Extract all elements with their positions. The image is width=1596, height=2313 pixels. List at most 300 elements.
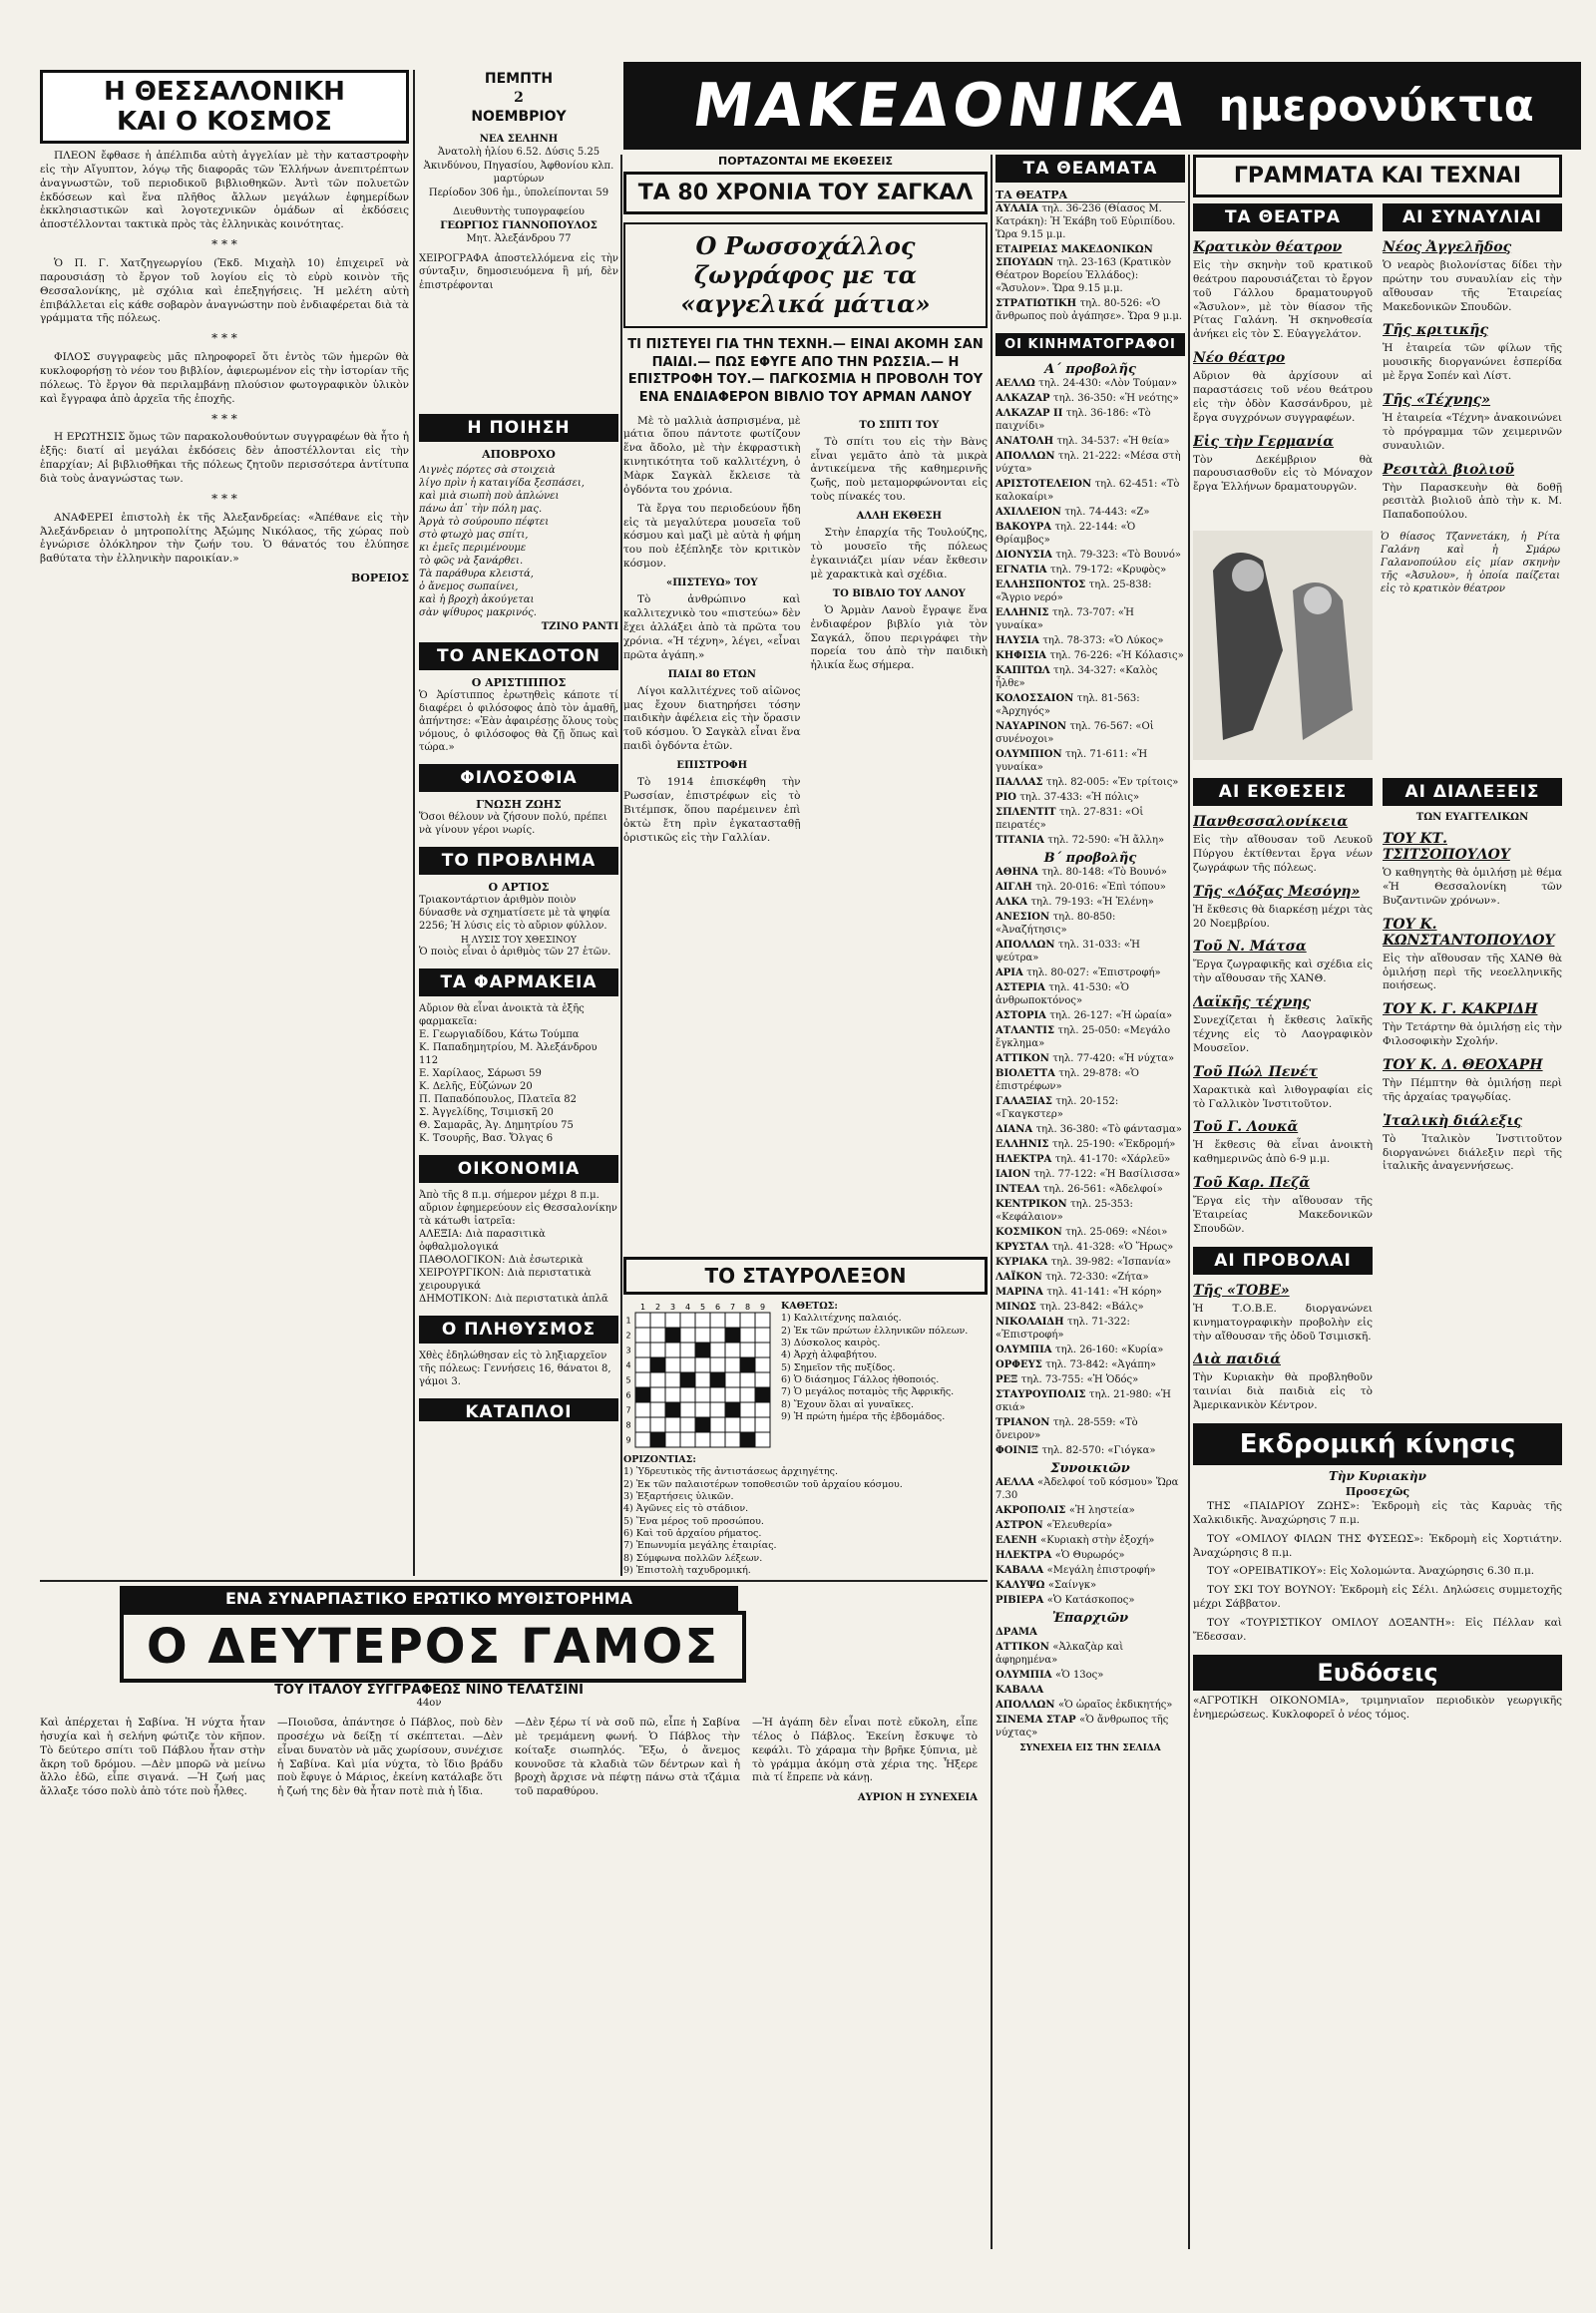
arts-new-theatre-sub: Νέο θέατρο — [1193, 350, 1286, 367]
cinema-listing-text: τηλ. 76-567: «Οἱ συνένοχοι» — [996, 721, 1154, 745]
philosophy-text: Ὅσοι θέλουν νὰ ζήσουν πολύ, πρέπει νὰ γίνουν γέροι νωρίς. — [419, 812, 607, 836]
philosophy-title: ΓΝΩΣΗ ΖΩΗΣ — [476, 798, 562, 811]
cinema-listing-name: ΟΡΦΕΥΣ — [996, 1359, 1046, 1370]
crossword-cell[interactable] — [710, 1417, 725, 1432]
article-subhead: ΑΛΛΗ ΕΚΘΕΣΗ — [856, 511, 942, 523]
column-rule — [1188, 155, 1190, 2249]
crossword-cell[interactable] — [650, 1328, 665, 1343]
anecdote-heading: ΤΟ ΑΝΕΚΔΟΤΟΝ — [419, 642, 618, 670]
cinema-listing — [996, 521, 1185, 547]
crossword-cell[interactable] — [725, 1313, 740, 1328]
crossword-row-number: 8 — [625, 1420, 631, 1430]
cinema-listing — [996, 549, 1185, 562]
crossword-cell[interactable] — [635, 1343, 650, 1357]
crossword-cell[interactable] — [740, 1328, 755, 1343]
crossword-black-cell — [725, 1402, 740, 1417]
cinema-listing-name: ΑΤΤΙΚΟΝ — [996, 1053, 1053, 1064]
cinema-listing-name: ΚΥΡΙΑΚΑ — [996, 1257, 1051, 1268]
economy-line: ΧΕΙΡΟΥΡΓΙΚΟΝ: Διὰ περιστατικὰ χειρουργικά — [419, 1268, 592, 1292]
anecdote-text: Ὁ Ἀρίστιππος ἐρωτηθεὶς κάποτε τί διαφέρει ὁ φιλόσοφος ἀπὸ τὸν ἀμαθῆ, ἀπήντησε: «Ἐὰν ἀφαιρέσῃς ὅλους τοὺς νόμους, ὁ φιλόσοφος θὰ ζῇ ὅπως καὶ τώρα.» — [419, 690, 618, 753]
cinema-listing — [996, 806, 1185, 832]
first-run-list — [996, 377, 1185, 847]
crossword-cell[interactable] — [650, 1372, 665, 1387]
cinema-listing — [996, 1504, 1185, 1517]
cinema-listing — [996, 834, 1185, 847]
crossword-cell[interactable] — [710, 1357, 725, 1372]
crossword-cell[interactable] — [680, 1328, 695, 1343]
crossword-cell[interactable] — [665, 1372, 680, 1387]
cinema-listing-text: τηλ. 71-611: «Ἡ γυναίκα» — [996, 749, 1148, 773]
lecture-text: Ὁ καθηγητὴς θὰ ὁμιλήσῃ μὲ θέμα «Ἡ Θεσσαλονίκη τῶν Βυζαντινῶν χρόνων». — [1383, 867, 1562, 907]
cinema-listing — [996, 407, 1185, 433]
cinema-listing-name: ΗΛΕΚΤΡΑ — [996, 1154, 1055, 1165]
italian-text: Τὸ Ἰταλικὸν Ἰνστιτοῦτον διοργανώνει διάλεξιν περὶ τῆς ἰταλικῆς ἀναγεννήσεως. — [1383, 1132, 1562, 1173]
cinema-listing — [996, 435, 1185, 448]
crossword-col-number: 1 — [639, 1303, 646, 1312]
cinema-listing — [996, 1594, 1185, 1607]
column-rule — [620, 155, 622, 1576]
cinema-listing-name: ΓΑΛΑΞΙΑΣ — [996, 1096, 1056, 1107]
serial-episode: 44ον — [416, 1698, 442, 1709]
crossword-cell[interactable] — [635, 1313, 650, 1328]
article-paragraph: Τὸ σπίτι του εἰς τὴν Βὰνς εἶναι γεμᾶτο ἀπὸ τὰ μικρὰ ἀντικείμενα τῆς καθημερινῆς ζωῆς, ποὺ μεταμορφώνονται εἰς τοὺς πίνακές του. — [810, 435, 988, 504]
article-paragraph: Τὸ ἀνθρώπινο καὶ καλλιτεχνικὸ του «πιστεύω» δὲν ἔχει ἀλλάξει ἀπὸ τὰ πρῶτα του χρόνια. «Ἡ τέχνη», λέγει, «εἶναι πρῶτα ἀγάπη.» — [623, 593, 801, 661]
crossword-cell[interactable] — [740, 1387, 755, 1402]
cinema-listing — [996, 881, 1185, 894]
crossword-cell[interactable] — [680, 1387, 695, 1402]
cinema-listing — [996, 1316, 1185, 1342]
cinema-listing-name: ΚΑΠΙΤΩΛ — [996, 665, 1054, 676]
cinema-listing — [996, 392, 1185, 405]
cinema-listing-text: τηλ. 82-570: «Γιόγκα» — [1041, 1445, 1156, 1456]
poem-line: στὸ φτωχὸ μας σπίτι, — [419, 530, 529, 541]
cinema-listing-text: τηλ. 80-148: «Τὸ Βουνό» — [1041, 867, 1167, 878]
crossword — [623, 1257, 988, 1576]
cinema-listing — [996, 1241, 1185, 1254]
cinema-listing-text: τηλ. 73-842: «Ἀγάπη» — [1045, 1359, 1156, 1370]
date-num: 2 — [514, 89, 524, 106]
pharmacy-item: Κ. Τσουρῆς, Βασ. Ὄλγας 6 — [419, 1133, 554, 1144]
article-subhead: ΠΑΙΔΙ 80 ΕΤΩΝ — [667, 668, 756, 680]
screening-title: Τῆς «ΤΟΒΕ» — [1193, 1282, 1290, 1299]
cinema-listing — [996, 1549, 1185, 1562]
crossword-cell[interactable] — [665, 1432, 680, 1447]
problem-answer-label: Η ΛΥΣΙΣ ΤΟΥ ΧΘΕΣΙΝΟΥ — [461, 936, 577, 946]
cinema-listing-text: «Μεγάλη ἐπιστροφή» — [1046, 1565, 1156, 1576]
theatres-list — [996, 202, 1185, 323]
theatre-listing-text: τηλ. 23-163 (Κρατικὸν Θέατρον Βορείου Ἑλλάδος): «Ἄσυλον». Ὥρα 9.15 μ.μ. — [996, 257, 1172, 294]
crossword-col-number: 5 — [699, 1303, 706, 1312]
exhibition-title: Πανθεσσαλονίκεια — [1193, 814, 1349, 831]
crossword-col-number: 2 — [654, 1303, 661, 1312]
cinema-listing-name: ΔΙΟΝΥΣΙΑ — [996, 550, 1056, 561]
article-pre-heading: ΠΟΡΤΑΖΟΝΤΑΙ ΜΕ ΕΚΘΕΣΕΙΣ — [718, 155, 893, 168]
crossword-cell[interactable] — [710, 1387, 725, 1402]
crossword-cell[interactable] — [695, 1387, 710, 1402]
theatre-listing-text: τηλ. 36-236 (Θίασος Μ. Κατράκη): Ἡ Ἑκάβη τοῦ Εὐριπίδου. Ὥρα 9.15 μ.μ. — [996, 203, 1176, 240]
crossword-grid[interactable] — [623, 1301, 773, 1450]
cinema-listing-text: τηλ. 41-170: «Χάρλεϋ» — [1054, 1154, 1171, 1165]
cinema-listing — [996, 692, 1185, 718]
left-paragraph-2: Ὁ Π. Γ. Χατζηγεωργίου (Ἐκδ. Μιχαὴλ 10) ἐπιχειρεῖ νὰ παρουσιάσῃ τὸ ἔργον τοῦ λογίου εἰς τὸ εὐρὺ κοινὸν τῆς Θεσσαλονίκης, μὲ σχόλια καὶ ἐπεξηγήσεις. Ἡ μελέτη αὐτὴ ἐπιβάλλεται εἰς κάθε σοβαρὸν ἀναγνώστην ποὺ ἐνδιαφέρεται διὰ τὰ γράμματα τῆς πόλεως. — [40, 256, 409, 325]
crossword-clue: 8) Ἔχουν ὅλαι αἱ γυναῖκες. — [781, 1398, 915, 1410]
cinema-listing-name: ΚΗΦΙΣΙΑ — [996, 650, 1050, 661]
cinema-listing — [996, 966, 1185, 979]
cinema-listing — [996, 1579, 1185, 1592]
arts-germany-sub: Εἰς τὴν Γερμανία — [1193, 433, 1335, 450]
crossword-cell[interactable] — [695, 1357, 710, 1372]
meeting-text: Ἡ ἑταιρεία «Τέχνη» ἀνακοινώνει τὸ πρόγραμμα τῶν χειμερινῶν συναυλιῶν. — [1383, 412, 1562, 452]
cinema-listing-text: τηλ. 25-353: «Κεφάλαιον» — [996, 1199, 1133, 1223]
cinema-listing-text: «Ὁ 13ος» — [1055, 1670, 1104, 1681]
serial-col-1: Καὶ ἀπέρχεται ἡ Σαβίνα. Ἡ νύχτα ἦταν ἡσυχία καὶ ἡ σελήνη φώτιζε τὸν κῆπον. Τὸ δεύτερο σπίτι τοῦ Πάβλου ἦταν στὴν ἄκρη τοῦ δρόμου. —Δὲν μπορῶ νὰ μείνω ἄλλο ἐδῶ, εἶπε σιγανά. —Ἡ ζωή μας ἄλλαξε τόσο πολὺ ἀπὸ τότε ποὺ ἦλθες. — [40, 1717, 265, 1798]
crossword-clue: 1) Ὑδρευτικὸς τῆς ἀντιστάσεως ἀρχιηγέτης. — [623, 1466, 838, 1478]
cinema-listing-name: ΑΤΛΑΝΤΙΣ — [996, 1025, 1058, 1036]
cinema-listing-text: «Ὁ ὡραῖος ἐκδικητής» — [1057, 1700, 1173, 1711]
director-label: Διευθυντὴς τυπογραφείου — [453, 206, 585, 218]
poem-line: ὁ ἄνεμος σωπαίνει, — [419, 581, 519, 592]
cinema-listing — [996, 664, 1185, 690]
crossword-cell[interactable] — [755, 1357, 770, 1372]
crossword-cell[interactable] — [650, 1343, 665, 1357]
director-address: Μητ. Ἀλεξάνδρου 77 — [466, 233, 572, 245]
serial-continued: ΑΥΡΙΟΝ Η ΣΥΝΕΧΕΙΑ — [857, 1792, 978, 1804]
cinema-listing-name: ΣΤΑΥΡΟΥΠΟΛΙΣ — [996, 1389, 1089, 1400]
pharmacy-item: Ε. Γεωργιαδίδου, Κάτω Τούμπα — [419, 1029, 580, 1040]
crossword-clue: 7) Ἐπωνυμία μεγάλης ἑταιρίας. — [623, 1540, 777, 1552]
cinema-listing-text: τηλ. 22-144: «Ὁ Θρίαμβος» — [996, 522, 1136, 546]
crossword-black-cell — [665, 1402, 680, 1417]
crossword-cell[interactable] — [650, 1387, 665, 1402]
cinema-listing-name: ΠΑΛΛΑΣ — [996, 777, 1047, 788]
crossword-cell[interactable] — [650, 1313, 665, 1328]
cinema-listing-name: ΡΕΞ — [996, 1374, 1021, 1385]
crossword-row-number: 7 — [625, 1405, 631, 1415]
exhibition-title: Τοῦ Καρ. Πεζᾶ — [1193, 1175, 1311, 1192]
economy-lines — [419, 1228, 618, 1306]
crossword-cell[interactable] — [665, 1313, 680, 1328]
cinema-listing-name: ΦΟΙΝΙΞ — [996, 1445, 1042, 1456]
cinema-listing-name: ΡΙΒΙΕΡΑ — [996, 1595, 1047, 1606]
theatre-listing-name: ΕΤΑΙΡΕΙΑΣ ΜΑΚΕΔΟΝΙΚΩΝ ΣΠΟΥΔΩΝ — [996, 244, 1153, 268]
crossword-cell[interactable] — [680, 1357, 695, 1372]
pharmacies-intro: Αὔριον θὰ εἶναι ἀνοικτὰ τὰ ἑξῆς φαρμακεῖα: — [419, 1003, 585, 1027]
theatre-listing-name: ΑΥΛΑΙΑ — [996, 203, 1042, 214]
crossword-cell[interactable] — [755, 1432, 770, 1447]
crossword-cell[interactable] — [740, 1402, 755, 1417]
theatres-label: ΤΑ ΘΕΑΤΡΑ — [996, 189, 1185, 202]
poem-line: σὰν ψίθυρος μακρινός. — [419, 607, 537, 618]
second-run-list — [996, 866, 1185, 1457]
theatre-listing-name: ΣΤΡΑΤΙΩΤΙΚΗ — [996, 298, 1080, 309]
serial-novel — [40, 1586, 983, 2274]
cinema-listing — [996, 1358, 1185, 1371]
excursion-item: ΤΟΥ ΣΚΙ ΤΟΥ ΒΟΥΝΟΥ: Ἐκδρομὴ εἰς Σέλι. Δηλώσεις συμμετοχῆς μέχρι Σάββατον. — [1193, 1584, 1562, 1611]
photo-placeholder — [1193, 531, 1562, 760]
cinema-listing-name: ΡΙΟ — [996, 792, 1020, 803]
province-list — [996, 1626, 1185, 1739]
exhibition-title: Τοῦ Πώλ Πενέτ — [1193, 1063, 1318, 1080]
crossword-cell[interactable] — [635, 1357, 650, 1372]
cinema-listing — [996, 939, 1185, 964]
cinema-listing — [996, 1095, 1185, 1121]
cinema-listing-name: ΑΛΚΑΖΑΡ — [996, 393, 1054, 404]
crossword-cell[interactable] — [665, 1357, 680, 1372]
crossword-cell[interactable] — [740, 1313, 755, 1328]
cinema-listing-text: τηλ. 72-330: «Ζήτα» — [1045, 1272, 1149, 1283]
article-paragraph: Στὴν ἐπαρχία τῆς Τουλούζης, τὸ μουσεῖο τῆς πόλεως ἐγκαινιάζει μίαν νέαν ἔκθεσιν μὲ χαρακτικὰ καὶ σχέδια. — [810, 527, 988, 580]
serial-col-2: —Ποιοῦσα, ἀπάντησε ὁ Πάβλος, ποὺ δὲν προσέχω νὰ δείξῃ τί σκέπτεται. —Δὲν εἶναι δυνατὸν νὰ μᾶς χωρίσουν, συνέχισε ἡ Σαβίνα. Καὶ μία νύχτα, τὸ ἴδιο βράδυ ποὺ ἔφυγε ὁ Μάριος, ἐκείνη κατάλαβε ὅτι ἡ ζωή της δὲν θὰ ἦταν ποτὲ πιὰ ἡ ἴδια. — [277, 1717, 503, 1798]
poem-title: ΑΠΟΒΡΟΧΟ — [482, 448, 556, 461]
cinema-listing-name: ΚΟΛΟΣΣΑΙΟΝ — [996, 693, 1077, 704]
article-subhead: ΤΟ ΒΙΒΛΙΟ ΤΟΥ ΛΑΝΟΥ — [832, 587, 966, 599]
cinema-listing-text: τηλ. 20-152: «Γκαγκστερ» — [996, 1096, 1119, 1120]
problem-heading: ΤΟ ΠΡΟΒΛΗΜΑ — [419, 847, 618, 875]
crossword-cell[interactable] — [665, 1343, 680, 1357]
births-banner: Ευδόσεις — [1193, 1655, 1562, 1691]
cinema-listing-text: «Ὁ Θυρωρός» — [1054, 1550, 1125, 1561]
cinema-listing-text: τηλ. 25-050: «Μεγάλο ἔγκλημα» — [996, 1025, 1171, 1049]
cinema-listing-text: τηλ. 36-350: «Ἡ νεότης» — [1053, 393, 1179, 404]
cinema-listing-name: ΕΛΛΗΝΙΣ — [996, 607, 1052, 618]
cinema-listing-name: ΕΓΝΑΤΙΑ — [996, 565, 1050, 576]
crossword-cell[interactable] — [695, 1313, 710, 1328]
cinema-listing-name: ΑΘΗΝΑ — [996, 867, 1042, 878]
crossword-cell[interactable] — [695, 1328, 710, 1343]
cinema-listing-name: ΚΡΥΣΤΑΛ — [996, 1242, 1052, 1253]
cinema-listing — [996, 866, 1185, 879]
cinema-listing — [996, 1052, 1185, 1065]
cinema-listing-text: τηλ. 26-160: «Κυρία» — [1055, 1345, 1164, 1355]
screenings-heading: ΑΙ ΠΡΟΒΟΛΑΙ — [1193, 1247, 1373, 1275]
center-article — [623, 155, 988, 1322]
crossword-cell[interactable] — [725, 1372, 740, 1387]
cinema-listing — [996, 1183, 1185, 1196]
crossword-cell[interactable] — [680, 1343, 695, 1357]
crossword-clue: 1) Καλλιτέχνης παλαιός. — [781, 1313, 902, 1325]
crossword-cell[interactable] — [635, 1402, 650, 1417]
crossword-clue: 3) Δύσκολος καιρὸς. — [781, 1338, 881, 1349]
cinema-listing-name: ΑΛΚΑ — [996, 897, 1031, 908]
column-rule — [991, 155, 993, 2249]
cinema-listing-text: τηλ. 28-559: «Τὸ ὄνειρον» — [996, 1417, 1138, 1441]
crossword-row-number: 5 — [625, 1375, 631, 1385]
article-col-a — [623, 415, 801, 851]
crossword-cell[interactable] — [650, 1417, 665, 1432]
cinema-listing-name: ΑΣΤΟΡΙΑ — [996, 1010, 1050, 1021]
article-subhead: «ΠΙΣΤΕΥΩ» ΤΟΥ — [665, 578, 758, 589]
left-column — [40, 70, 409, 1317]
poem-line: τὸ φῶς νὰ ξανάρθει. — [419, 556, 524, 567]
economy-text: Ἀπὸ τῆς 8 π.μ. σήμερον μέχρι 8 π.μ. αὔριον ἐφημερεύουν εἰς Θεσσαλονίκην τὰ κάτωθι ἰατρεῖα: — [419, 1190, 617, 1227]
crossword-cell[interactable] — [695, 1402, 710, 1417]
poem-line: πάνω ἀπ᾿ τὴν πόλη μας. — [419, 504, 543, 515]
crossword-cell[interactable] — [710, 1402, 725, 1417]
cinema-listing — [996, 634, 1185, 647]
crossword-row-number: 2 — [625, 1331, 631, 1341]
cinema-listing-name: ΟΛΥΜΠΙΑ — [996, 1345, 1056, 1355]
cinema-listing-text: «Σαίνγκ» — [1047, 1580, 1097, 1591]
lecture-title: ΤΟΥ ΚΤ. ΤΣΙΤΣΟΠΟΥΛΟΥ — [1383, 831, 1510, 864]
lecture-title: ΤΟΥ Κ. Δ. ΘΕΟΧΑΡΗ — [1383, 1057, 1543, 1074]
cinema-listing-name: ΣΠΛΕΝΤΙΤ — [996, 807, 1060, 818]
crossword-cell[interactable] — [680, 1402, 695, 1417]
crossword-cell[interactable] — [755, 1328, 770, 1343]
crossword-black-cell — [740, 1432, 755, 1447]
cinema-listing-name: ΑΠΟΛΛΩΝ — [996, 940, 1058, 951]
problem-text: Τριακοντάρτιον ἀριθμὸν ποιὸν δύνασθε νὰ σχηματίσετε μὲ τὰ ψηφία 2256; Ἡ λύσις εἰς τὸ αὔριον φύλλον. — [419, 895, 610, 932]
sun-times: Ἀνατολὴ ἡλίου 6.52. Δύσις 5.25 — [437, 147, 600, 159]
lecture-title: ΤΟΥ Κ. ΚΩΝΣΤΑΝΤΟΠΟΥΛΟΥ — [1383, 916, 1555, 949]
cinema-listing-name: ΝΙΚΟΛΑΙΔΗ — [996, 1317, 1068, 1328]
separator-stars: * * * — [211, 331, 237, 346]
crossword-cell[interactable] — [725, 1357, 740, 1372]
crossword-black-cell — [665, 1328, 680, 1343]
article-paragraph: Τὸ 1914 ἐπισκέφθη τὴν Ρωσσίαν, ἐπιστρέφων εἰς τὸ Βιτέμπσκ, ὅπου παρέμεινεν ἐπὶ ὀκτὼ ἔτη πρὶν ἐγκατασταθῇ ὁριστικῶς εἰς τὴν Γαλλίαν. — [623, 776, 801, 844]
crossword-cell[interactable] — [740, 1417, 755, 1432]
crossword-cell[interactable] — [740, 1372, 755, 1387]
lecture-title: ΤΟΥ Κ. Γ. ΚΑΚΡΙΔΗ — [1383, 1001, 1538, 1018]
crossword-cell[interactable] — [725, 1417, 740, 1432]
cinema-listing-name: ΑΕΛΛΩ — [996, 378, 1039, 389]
lectures-heading: ΑΙ ΔΙΑΛΕΞΕΙΣ — [1383, 778, 1562, 806]
problem-title: Ο ΑΡΤΙΟΣ — [488, 881, 550, 894]
crossword-cell[interactable] — [695, 1432, 710, 1447]
article-deck: ΤΙ ΠΙΣΤΕΥΕΙ ΓΙΑ ΤΗΝ ΤΕΧΝΗ.— ΕΙΝΑΙ ΑΚΟΜΗ ΣΑΝ ΠΑΙΔΙ.— ΠΩΣ ΕΦΥΓΕ ΑΠΟ ΤΗΝ ΡΩΣΣΙΑ.— Η ΕΠΙΣΤΡΟΦΗ ΤΟΥ.— ΠΑΓΚΟΣΜΙΑ Η ΠΡΟΒΟΛΗ ΤΟΥ ΕΝΑ ΕΝΔΙΑΦΕΡΟΝ ΒΙΒΛΙΟ ΤΟΥ ΑΡΜΑΝ ΛΑΝΟΥ — [627, 337, 984, 406]
poem-line: κι ἐμεῖς περιμένουμε — [419, 543, 527, 554]
crossword-cell[interactable] — [680, 1417, 695, 1432]
crossword-cell[interactable] — [635, 1372, 650, 1387]
pharmacy-item: Κ. Παπαδημητρίου, Μ. Ἀλεξάνδρου 112 — [419, 1042, 598, 1066]
crossword-cell[interactable] — [755, 1417, 770, 1432]
arts-theatre-heading: ΤΑ ΘΕΑΤΡΑ — [1193, 203, 1373, 231]
exhibition-title: Τῆς «Δόξας Μεσόγη» — [1193, 883, 1361, 900]
crossword-cell[interactable] — [755, 1402, 770, 1417]
cinema-listing-text: τηλ. 79-172: «Κρυφὸς» — [1049, 565, 1167, 576]
philosophy-heading: ΦΙΛΟΣΟΦΙΑ — [419, 764, 618, 792]
crossword-cell[interactable] — [665, 1417, 680, 1432]
meeting-text: Ὁ νεαρὸς βιολονίστας δίδει τὴν πρώτην του συναυλίαν εἰς τὴν αἴθουσαν τῆς Ἑταιρείας Μακεδονικῶν Σπουδῶν. — [1383, 259, 1562, 313]
cinema-listing — [996, 1286, 1185, 1299]
cinema-listing-text: τηλ. 77-420: «Ἡ νύχτα» — [1052, 1053, 1175, 1064]
crossword-black-cell — [725, 1328, 740, 1343]
meeting-text: Ἡ ἑταιρεία τῶν φίλων τῆς μουσικῆς διοργανώνει ἑσπερίδα μὲ ἔργα Σοπέν καὶ Λίστ. — [1383, 342, 1562, 383]
cinema-listing-text: τηλ. 77-122: «Ἡ Βασίλισσα» — [1033, 1169, 1181, 1180]
serial-by: ΤΟΥ ΙΤΑΛΟΥ ΣΥΓΓΡΑΦΕΩΣ ΝΙΝΟ ΤΕΛΑΤΣΙΝΙ — [274, 1683, 584, 1698]
period: Περίοδον 306 ἡμ., ὑπολείπονται 59 — [428, 187, 609, 198]
cinema-listing-name: ΕΛΛΗΣΠΟΝΤΟΣ — [996, 579, 1089, 590]
crossword-cell[interactable] — [650, 1402, 665, 1417]
cinema-listing — [996, 450, 1185, 476]
crossword-cell[interactable] — [740, 1343, 755, 1357]
cinema-listing-text: τηλ. 78-373: «Ὁ Λύκος» — [1042, 635, 1164, 646]
crossword-clue: 6) Καὶ τοῦ ἀρχαίου ρήματος. — [623, 1528, 762, 1540]
exhibition-title: Τοῦ Γ. Λουκᾶ — [1193, 1119, 1299, 1136]
arts-banner: ΓΡΑΜΜΑΤΑ ΚΑΙ ΤΕΧΝΑΙ — [1193, 155, 1562, 197]
cinema-listing-name: ΑΡΙΣΤΟΤΕΛΕΙΟΝ — [996, 479, 1095, 490]
crossword-cell[interactable] — [755, 1372, 770, 1387]
crossword-cell[interactable] — [710, 1343, 725, 1357]
cinema-listing-text: τηλ. 41-530: «Ὁ ἀνθρωποκτόνος» — [996, 982, 1130, 1006]
crossword-black-cell — [635, 1387, 650, 1402]
crossword-cell[interactable] — [710, 1328, 725, 1343]
arts-column — [1193, 155, 1562, 2249]
masthead-title-right: ημερονύκτια — [1218, 80, 1534, 132]
cinema-listing-name: ΕΛΛΗΝΙΣ — [996, 1139, 1052, 1150]
article-paragraph: Ὁ Ἀρμὰν Λανοὺ ἔγραψε ἕνα ἐνδιαφέρον βιβλίο γιὰ τὸν Σαγκάλ, ὅπου περιγράφει τὴν πορεία του ἀπὸ τὴν παιδικὴ ἡλικία ἕως σήμερα. — [810, 603, 988, 672]
crossword-cell[interactable] — [755, 1313, 770, 1328]
cinema-listing — [996, 478, 1185, 504]
crossword-cell[interactable] — [680, 1313, 695, 1328]
crossword-col-number: 4 — [684, 1303, 691, 1312]
crossword-clue: 7) Ὁ μεγάλος ποταμὸς τῆς Ἀφρικῆς. — [781, 1386, 955, 1398]
crossword-col-number: 8 — [744, 1303, 751, 1312]
cinema-listing — [996, 1301, 1185, 1314]
crossword-cell[interactable] — [665, 1387, 680, 1402]
excursion-heading: Προσεχῶς — [1345, 1484, 1410, 1498]
cinema-listing-text: τηλ. 34-327: «Καλὸς ἦλθε» — [996, 665, 1158, 689]
cinema-listing-name: ΑΧΙΛΛΕΙΟΝ — [996, 507, 1065, 518]
pharmacy-item: Κ. Δελῆς, Εὐζώνων 20 — [419, 1081, 533, 1092]
economy-line: ΠΑΘΟΛΟΓΙΚΟΝ: Διὰ ἐσωτερικὰ — [419, 1255, 584, 1266]
crossword-black-cell — [695, 1343, 710, 1357]
crossword-cell[interactable] — [635, 1432, 650, 1447]
cinema-listing-text: τηλ. 73-707: «Ἡ γυναίκα» — [996, 607, 1134, 631]
crossword-cell[interactable] — [635, 1417, 650, 1432]
crossword-cell[interactable] — [725, 1343, 740, 1357]
manuscripts-notice: ΧΕΙΡΟΓΡΑΦΑ ἀποστελλόμενα εἰς τὴν σύνταξιν, δημοσιευόμενα ἢ μή, δὲν ἐπιστρέφονται — [419, 252, 618, 291]
article-headline: ΤΑ 80 ΧΡΟΝΙΑ ΤΟΥ ΣΑΓΚΑΛ — [623, 172, 988, 214]
cinema-listing-text: τηλ. 39-982: «Ἰσπανία» — [1050, 1257, 1172, 1268]
cinema-listing-name: ΔΡΑΜΑ — [996, 1627, 1037, 1638]
exhibition-text: Ἡ ἔκθεσις θὰ εἶναι ἀνοικτὴ καθημερινῶς ἀπὸ 6-9 μ.μ. — [1193, 1139, 1373, 1166]
excursion-item: ΤΟΥ «ΟΜΙΛΟΥ ΦΙΛΩΝ ΤΗΣ ΦΥΣΕΩΣ»: Ἐκδρομὴ εἰς Χορτιάτην. Ἀναχώρησις 8 π.μ. — [1193, 1532, 1562, 1559]
separator-stars: * * * — [211, 411, 237, 426]
crossword-cell[interactable] — [725, 1387, 740, 1402]
cinema-listing — [996, 1444, 1185, 1457]
cinema-listing — [996, 1714, 1185, 1739]
crossword-cell[interactable] — [755, 1343, 770, 1357]
crossword-cell[interactable] — [725, 1432, 740, 1447]
crossword-cell[interactable] — [680, 1432, 695, 1447]
crossword-clue: 8) Σύμφωνα πολλῶν λέξεων. — [623, 1552, 763, 1564]
cinema-listing-name: ΟΛΥΜΠΙΟΝ — [996, 749, 1066, 760]
photo-caption: Ὁ θίασος Τζαννετάκη, ἡ Ρίτα Γαλάνη καὶ ἡ Σμάρω Γαλανοπούλου εἰς μίαν σκηνὴν τῆς «Ἀσυλου», ἡ ὁποία παίζεται εἰς τὸ κρατικὸν θέατρον — [1381, 532, 1560, 595]
crossword-cell[interactable] — [710, 1432, 725, 1447]
crossword-cell[interactable] — [695, 1372, 710, 1387]
cinema-listing-text: τηλ. 71-322: «Ἐπιστροφή» — [996, 1317, 1130, 1341]
crossword-cell[interactable] — [635, 1328, 650, 1343]
thessaloniki-banner-line1: Η ΘΕΣΣΑΛΟΝΙΚΗ — [104, 77, 345, 107]
cinema-listing-text: τηλ. 27-831: «Οἱ πειρατές» — [996, 807, 1144, 831]
poem-author: ΤΖΙΝΟ ΡΑΝΤΙ — [541, 621, 618, 632]
cinema-listing — [996, 1699, 1185, 1712]
cinema-listing — [996, 1564, 1185, 1577]
arts-theatre-sub: Κρατικὸν θέατρον — [1193, 239, 1343, 255]
crossword-black-cell — [755, 1387, 770, 1402]
crossword-cell[interactable] — [710, 1313, 725, 1328]
cinema-listing-text: τηλ. 25-190: «Ἐκδρομή» — [1051, 1139, 1176, 1150]
cinema-listing-text: «Ἡ ληστεία» — [1068, 1505, 1135, 1516]
meeting-title: Τῆς κριτικῆς — [1383, 322, 1488, 339]
poem-heading: Η ΠΟΙΗΣΗ — [419, 414, 618, 442]
economy-heading: ΟΙΚΟΝΟΜΙΑ — [419, 1155, 618, 1183]
cinema-listing — [996, 1153, 1185, 1166]
section-rule — [40, 1580, 988, 1582]
article-title: Ο Ρωσσοχάλλος ζωγράφος με τα «αγγελικά μάτια» — [623, 222, 988, 328]
cinema-listing-name: ΔΙΑΝΑ — [996, 1124, 1036, 1135]
article-col-b — [811, 415, 989, 851]
